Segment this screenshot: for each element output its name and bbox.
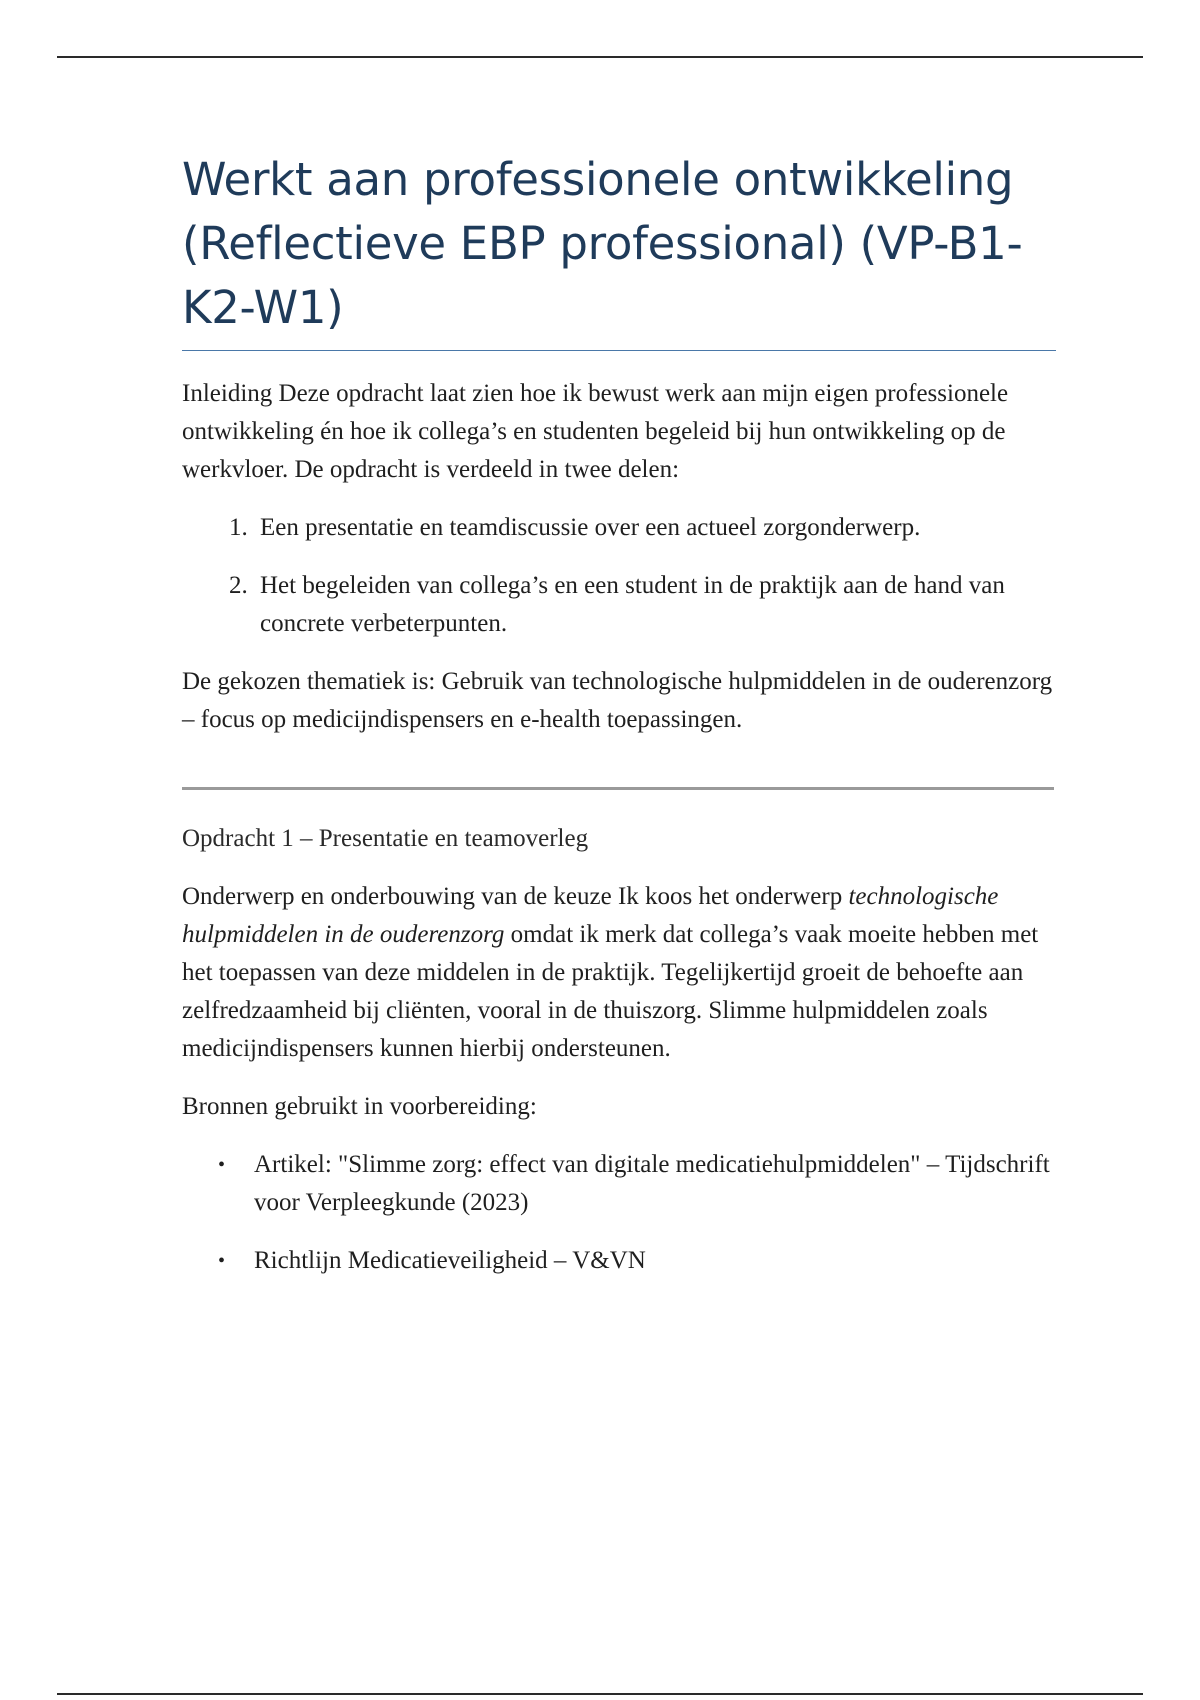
source-text: Artikel: "Slimme zorg: effect van digitale medicatiehulpmiddelen" – Tijdschrift voor Verpleegkunde (2023) (254, 1151, 1050, 1216)
task-list (182, 509, 1056, 643)
topic-rest: omdat ik merk dat collega’s vaak moeite hebben met het toepassen van deze middelen in de praktijk. Tegelijkertijd groeit de behoefte aan zelfredzaamheid bij cliënten, vooral in de thuiszorg. Slimme hulpmiddelen zoals medicijndispensers kunnen hierbij ondersteunen. (182, 921, 1039, 1062)
theme-paragraph: De gekozen thematiek is: Gebruik van technologische hulpmiddelen in de ouderenzorg – focus op medicijndispensers en e-health toepassingen. (182, 668, 1053, 733)
topic-paragraph (182, 878, 1056, 1068)
intro-paragraph: Inleiding Deze opdracht laat zien hoe ik bewust werk aan mijn eigen professionele ontwikkeling én hoe ik collega’s en studenten begeleid bij hun ontwikkeling op de werkvloer. De opdracht is verdeeld in twee delen: (182, 380, 1009, 483)
topic-lead: Onderwerp en onderbouwing van de keuze Ik koos het onderwerp (182, 883, 849, 910)
page-bottom-rule (57, 1693, 1143, 1695)
document-body (182, 148, 1056, 1300)
document-title: Werkt aan professionele ontwikkeling (Reflectieve EBP professional) (VP-B1-K2-W1) (182, 148, 1056, 351)
section-heading: Opdracht 1 – Presentatie en teamoverleg (182, 825, 589, 852)
list-item: 2. Het begeleiden van collega’s en een student in de praktijk aan de hand van concrete verbeterpunten. (254, 567, 1056, 643)
list-item (218, 1146, 1056, 1222)
sources-list (182, 1146, 1056, 1280)
bullet-icon: • (218, 1250, 226, 1272)
topic-italic: technologische hulpmiddelen in de ouderenzorg (182, 883, 999, 948)
source-text: Richtlijn Medicatieveiligheid – V&VN (254, 1247, 646, 1274)
page-top-rule (57, 56, 1143, 58)
list-item (218, 1242, 1056, 1280)
list-item: 1. Een presentatie en teamdiscussie over een actueel zorgonderwerp. (254, 509, 1056, 547)
section-divider (182, 787, 1054, 790)
bullet-icon: • (218, 1154, 226, 1176)
sources-heading: Bronnen gebruikt in voorbereiding: (182, 1093, 537, 1120)
